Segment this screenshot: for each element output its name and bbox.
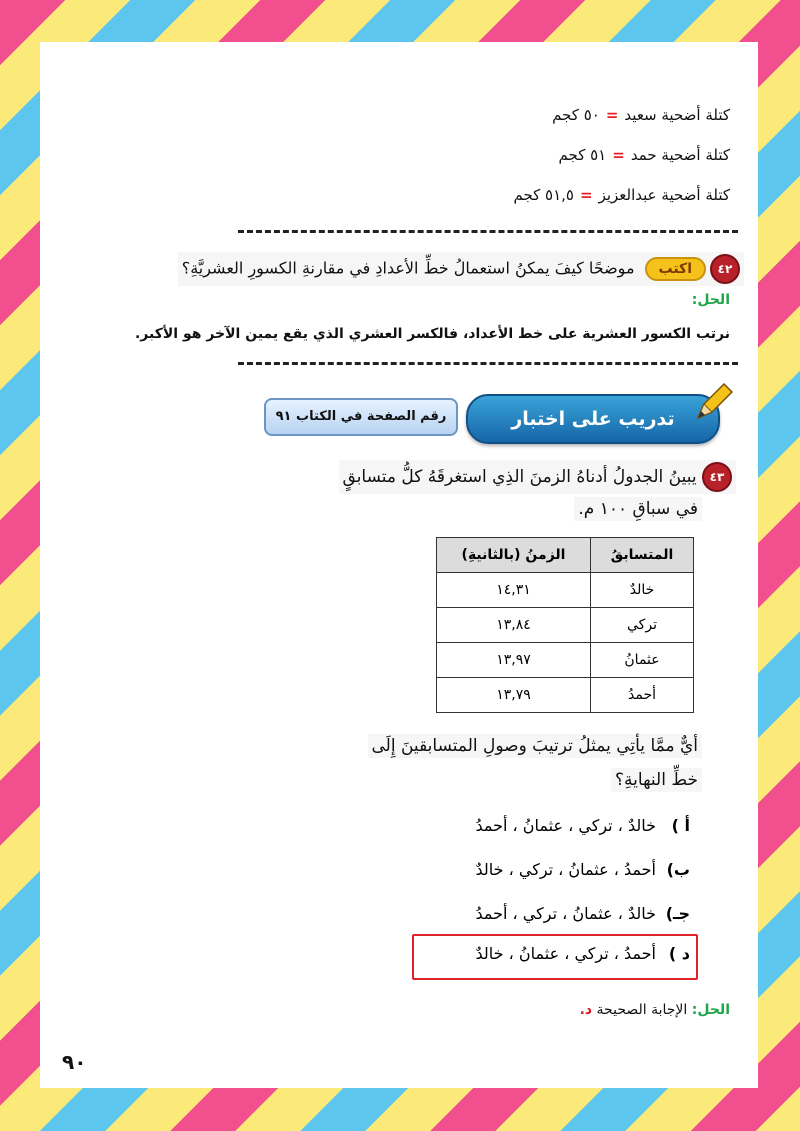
solution-43: الحل: الإجابة الصحيحة د. bbox=[579, 1002, 730, 1018]
option-c[interactable]: جـ)خالدٌ ، عثمانُ ، تركي ، أحمدُ bbox=[475, 904, 690, 923]
page bbox=[40, 42, 758, 1088]
question-number-43: ٤٣ bbox=[702, 462, 732, 492]
question-43-prompt-1: أيٌّ ممَّا يأتِي يمثلُ ترتيبَ وصولِ المتسابقينَ إِلَى bbox=[368, 734, 702, 758]
table-row bbox=[437, 643, 694, 678]
mass-line-saeed: كتلة أضحية سعيد=٥٠ كجم bbox=[552, 106, 730, 124]
cell-name: تركي bbox=[591, 608, 694, 643]
header-time: الزمنُ (بالثانيةِ) bbox=[437, 538, 591, 573]
option-b[interactable]: ب)أحمدُ ، عثمانُ ، تركي ، خالدٌ bbox=[475, 860, 690, 879]
option-a[interactable]: أ )خالدٌ ، تركي ، عثمانُ ، أحمدُ bbox=[475, 816, 690, 835]
cell-time: ١٣,٩٧ bbox=[437, 643, 591, 678]
training-banner: تدريب على اختبار bbox=[466, 394, 720, 444]
question-43-text-1: يبينُ الجدولُ أدناهُ الزمنَ الذِي استغرقَهُ كلُّ متسابقٍ bbox=[342, 467, 697, 487]
table-row bbox=[437, 608, 694, 643]
page-number: ٩٠ bbox=[62, 1050, 87, 1074]
table-row bbox=[437, 678, 694, 713]
race-times-table bbox=[436, 537, 694, 713]
dashed-divider-2 bbox=[238, 362, 738, 365]
option-d[interactable]: د )أحمدُ ، تركي ، عثمانُ ، خالدٌ bbox=[475, 944, 690, 963]
dashed-divider bbox=[238, 230, 738, 233]
cell-time: ١٤,٣١ bbox=[437, 573, 591, 608]
header-contestant: المتسابقُ bbox=[591, 538, 694, 573]
table-row bbox=[437, 573, 694, 608]
question-42-text: موضحًا كيفَ يمكنُ استعمالُ خطِّ الأعدادِ في مقارنةِ الكسورِ العشريَّةِ؟ bbox=[181, 258, 635, 278]
cell-name: عثمانُ bbox=[591, 643, 694, 678]
write-badge: اكتب bbox=[645, 257, 706, 281]
mass-line-hamad: كتلة أضحية حمد=٥١ كجم bbox=[558, 146, 730, 164]
cell-name: أحمدُ bbox=[591, 678, 694, 713]
page-reference: رقم الصفحة في الكتاب ٩١ bbox=[264, 398, 458, 436]
question-43-prompt-2: خطِّ النهايةِ؟ bbox=[611, 768, 702, 792]
cell-time: ١٣,٨٤ bbox=[437, 608, 591, 643]
solution-label-42: الحل: bbox=[691, 292, 730, 308]
pencil-icon bbox=[694, 382, 734, 422]
question-42 bbox=[178, 252, 744, 286]
table-header-row bbox=[437, 538, 694, 573]
question-number-42: ٤٢ bbox=[710, 254, 740, 284]
question-43 bbox=[339, 460, 736, 494]
cell-time: ١٣,٧٩ bbox=[437, 678, 591, 713]
mass-line-abdulaziz: كتلة أضحية عبدالعزيز=٥١,٥ كجم bbox=[513, 186, 730, 204]
solution-42: نرتب الكسور العشرية على خط الأعداد، فالكسر العشري الذي يقع يمين الآخر هو الأكبر. bbox=[134, 326, 730, 342]
cell-name: خالدٌ bbox=[591, 573, 694, 608]
question-43-text-2: في سباقِ ١٠٠ م. bbox=[574, 497, 702, 521]
